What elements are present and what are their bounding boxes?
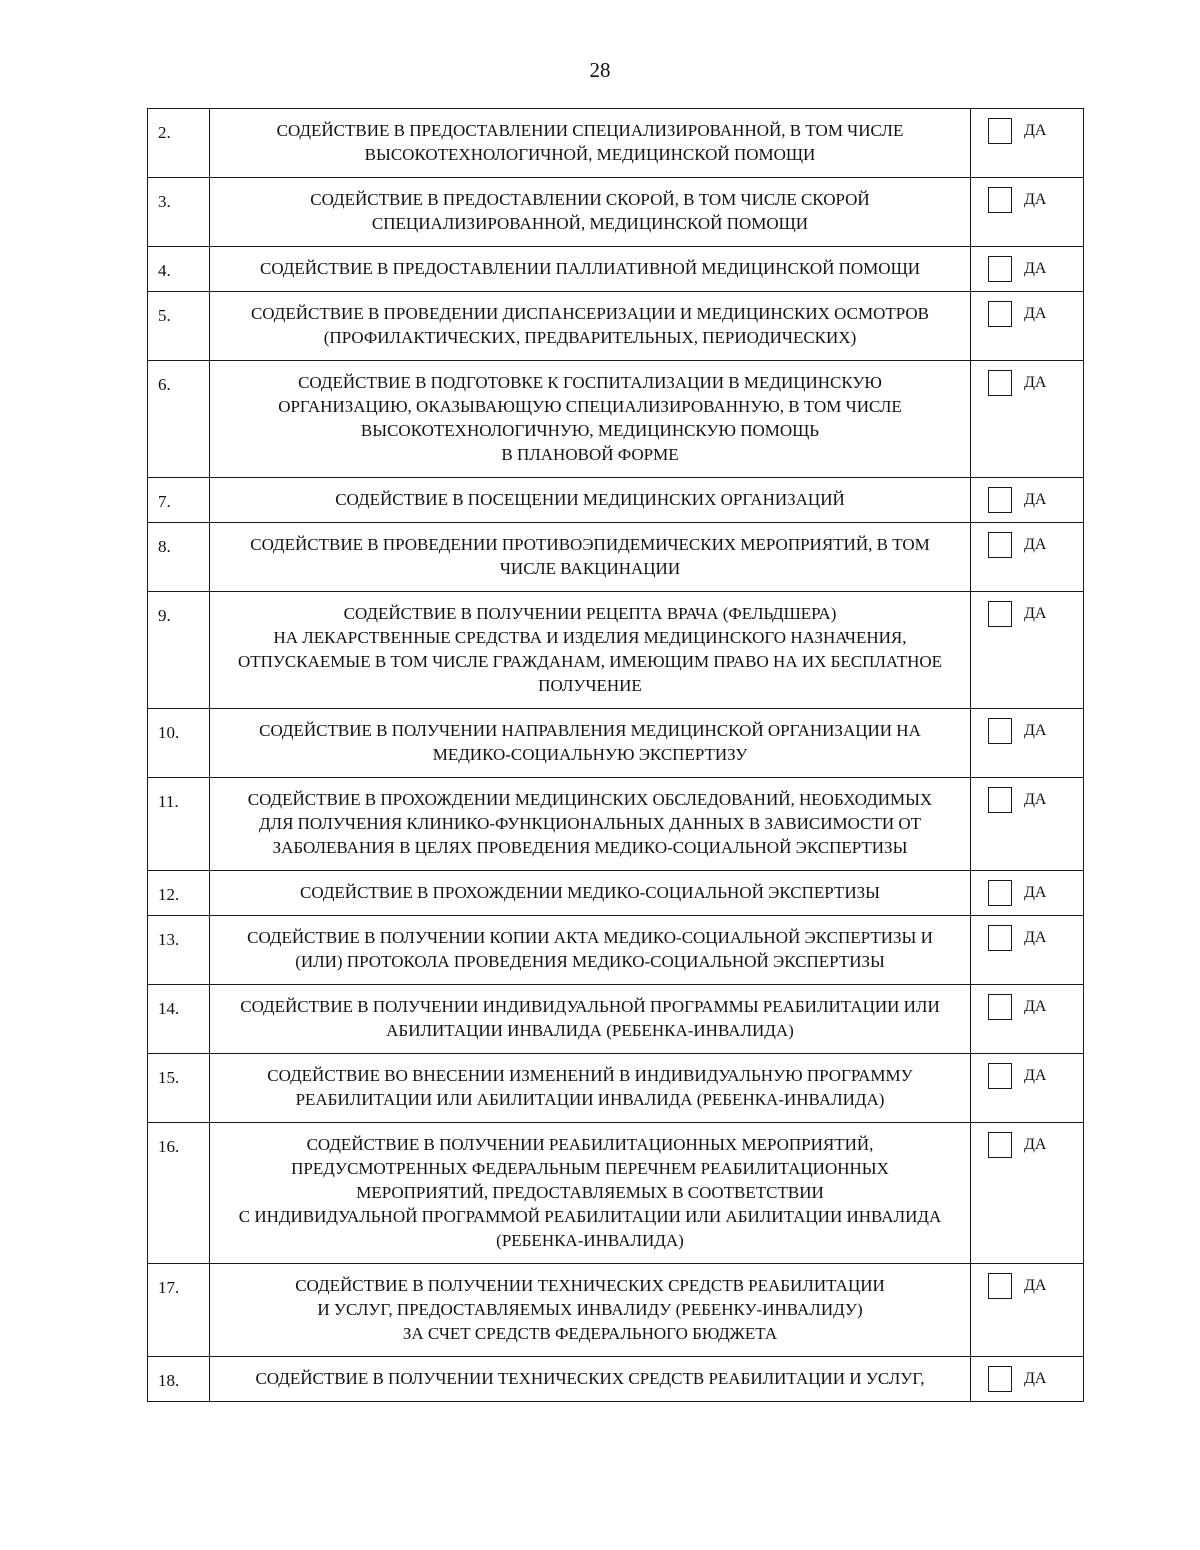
row-number: 3.	[148, 178, 210, 247]
yes-label: ДА	[1024, 1136, 1047, 1153]
answer-cell	[971, 709, 1084, 778]
row-number: 9.	[148, 592, 210, 709]
page-number: 28	[589, 58, 611, 82]
yes-label: ДА	[1024, 1067, 1047, 1084]
yes-checkbox[interactable]	[988, 601, 1012, 627]
yes-label: ДА	[1024, 491, 1047, 508]
description-line: СОДЕЙСТВИЕ В ПРЕДОСТАВЛЕНИИ СКОРОЙ, В ТОМ ЧИСЛЕ СКОРОЙ	[310, 190, 870, 209]
answer-cell	[971, 1264, 1084, 1357]
answer-cell	[971, 871, 1084, 916]
row-number: 6.	[148, 361, 210, 478]
description-line: СОДЕЙСТВИЕ В ПОЛУЧЕНИИ ТЕХНИЧЕСКИХ СРЕДСТВ РЕАБИЛИТАЦИИ И УСЛУГ,	[255, 1369, 925, 1388]
yes-option	[988, 1273, 1083, 1299]
answer-cell	[971, 247, 1084, 292]
row-number: 8.	[148, 523, 210, 592]
yes-checkbox[interactable]	[988, 487, 1012, 513]
answer-cell	[971, 985, 1084, 1054]
row-number: 4.	[148, 247, 210, 292]
yes-option	[988, 1366, 1083, 1392]
yes-checkbox[interactable]	[988, 718, 1012, 744]
yes-checkbox[interactable]	[988, 880, 1012, 906]
yes-label: ДА	[1024, 305, 1047, 322]
yes-option	[988, 787, 1083, 813]
yes-checkbox[interactable]	[988, 1132, 1012, 1158]
service-description	[210, 478, 971, 523]
description-line: ЧИСЛЕ ВАКЦИНАЦИИ	[499, 559, 681, 578]
service-description	[210, 985, 971, 1054]
yes-option	[988, 925, 1083, 951]
service-description	[210, 1123, 971, 1264]
table-row	[148, 478, 1084, 523]
description-line: СОДЕЙСТВИЕ В ПРОХОЖДЕНИИ МЕДИЦИНСКИХ ОБСЛЕДОВАНИЙ, НЕОБХОДИМЫХ	[247, 790, 933, 809]
yes-option	[988, 1132, 1083, 1158]
table-row	[148, 523, 1084, 592]
table-row	[148, 361, 1084, 478]
description-line: СОДЕЙСТВИЕ В ПРЕДОСТАВЛЕНИИ СПЕЦИАЛИЗИРОВАННОЙ, В ТОМ ЧИСЛЕ	[276, 121, 904, 140]
description-line: РЕАБИЛИТАЦИИ ИЛИ АБИЛИТАЦИИ ИНВАЛИДА (РЕБЕНКА-ИНВАЛИДА)	[295, 1090, 885, 1109]
yes-checkbox[interactable]	[988, 187, 1012, 213]
description-line: АБИЛИТАЦИИ ИНВАЛИДА (РЕБЕНКА-ИНВАЛИДА)	[386, 1021, 794, 1040]
description-line: СОДЕЙСТВИЕ В ПРОВЕДЕНИИ ПРОТИВОЭПИДЕМИЧЕСКИХ МЕРОПРИЯТИЙ, В ТОМ	[250, 535, 930, 554]
description-line: ПРЕДУСМОТРЕННЫХ ФЕДЕРАЛЬНЫМ ПЕРЕЧНЕМ РЕАБИЛИТАЦИОННЫХ	[291, 1159, 889, 1178]
row-number: 14.	[148, 985, 210, 1054]
answer-cell	[971, 478, 1084, 523]
description-line: МЕДИКО-СОЦИАЛЬНУЮ ЭКСПЕРТИЗУ	[432, 745, 748, 764]
yes-checkbox[interactable]	[988, 787, 1012, 813]
description-line: СОДЕЙСТВИЕ ВО ВНЕСЕНИИ ИЗМЕНЕНИЙ В ИНДИВИДУАЛЬНУЮ ПРОГРАММУ	[267, 1066, 913, 1085]
yes-checkbox[interactable]	[988, 370, 1012, 396]
row-number: 10.	[148, 709, 210, 778]
description-line: МЕРОПРИЯТИЙ, ПРЕДОСТАВЛЯЕМЫХ В СООТВЕТСТВИИ	[356, 1183, 824, 1202]
yes-label: ДА	[1024, 1277, 1047, 1294]
answer-cell	[971, 292, 1084, 361]
answer-cell	[971, 1054, 1084, 1123]
description-line: (ИЛИ) ПРОТОКОЛА ПРОВЕДЕНИЯ МЕДИКО-СОЦИАЛЬНОЙ ЭКСПЕРТИЗЫ	[295, 952, 885, 971]
row-number: 15.	[148, 1054, 210, 1123]
answer-cell	[971, 778, 1084, 871]
yes-checkbox[interactable]	[988, 994, 1012, 1020]
answer-cell	[971, 178, 1084, 247]
yes-option	[988, 118, 1083, 144]
table-row	[148, 709, 1084, 778]
yes-label: ДА	[1024, 260, 1047, 277]
service-description	[210, 361, 971, 478]
yes-label: ДА	[1024, 884, 1047, 901]
description-line: СОДЕЙСТВИЕ В ПРЕДОСТАВЛЕНИИ ПАЛЛИАТИВНОЙ МЕДИЦИНСКОЙ ПОМОЩИ	[259, 259, 920, 278]
description-line: СОДЕЙСТВИЕ В ПОЛУЧЕНИИ ТЕХНИЧЕСКИХ СРЕДСТВ РЕАБИЛИТАЦИИ	[295, 1276, 885, 1295]
yes-option	[988, 1063, 1083, 1089]
yes-label: ДА	[1024, 122, 1047, 139]
table-row	[148, 916, 1084, 985]
yes-label: ДА	[1024, 929, 1047, 946]
service-description	[210, 109, 971, 178]
service-description	[210, 523, 971, 592]
yes-checkbox[interactable]	[988, 1273, 1012, 1299]
description-line: СОДЕЙСТВИЕ В ПОЛУЧЕНИИ КОПИИ АКТА МЕДИКО-СОЦИАЛЬНОЙ ЭКСПЕРТИЗЫ И	[247, 928, 933, 947]
yes-option	[988, 718, 1083, 744]
yes-option	[988, 187, 1083, 213]
description-line: ОРГАНИЗАЦИЮ, ОКАЗЫВАЮЩУЮ СПЕЦИАЛИЗИРОВАННУЮ, В ТОМ ЧИСЛЕ	[278, 397, 902, 416]
description-line: ЗАБОЛЕВАНИЯ В ЦЕЛЯХ ПРОВЕДЕНИЯ МЕДИКО-СОЦИАЛЬНОЙ ЭКСПЕРТИЗЫ	[272, 838, 908, 857]
row-number: 17.	[148, 1264, 210, 1357]
description-line: СОДЕЙСТВИЕ В ПОЛУЧЕНИИ ИНДИВИДУАЛЬНОЙ ПРОГРАММЫ РЕАБИЛИТАЦИИ ИЛИ	[240, 997, 940, 1016]
description-line: СПЕЦИАЛИЗИРОВАННОЙ, МЕДИЦИНСКОЙ ПОМОЩИ	[371, 214, 809, 233]
table-row	[148, 871, 1084, 916]
answer-cell	[971, 592, 1084, 709]
table-row	[148, 1264, 1084, 1357]
row-number: 18.	[148, 1357, 210, 1402]
service-description	[210, 871, 971, 916]
service-description	[210, 292, 971, 361]
yes-checkbox[interactable]	[988, 925, 1012, 951]
yes-option	[988, 256, 1083, 282]
table-row	[148, 1123, 1084, 1264]
yes-checkbox[interactable]	[988, 532, 1012, 558]
yes-label: ДА	[1024, 722, 1047, 739]
description-line: И УСЛУГ, ПРЕДОСТАВЛЯЕМЫХ ИНВАЛИДУ (РЕБЕНКУ-ИНВАЛИДУ)	[317, 1300, 863, 1319]
row-number: 13.	[148, 916, 210, 985]
service-description	[210, 1054, 971, 1123]
table-row	[148, 292, 1084, 361]
table-row	[148, 1054, 1084, 1123]
table-row	[148, 178, 1084, 247]
description-line: СОДЕЙСТВИЕ В ПОСЕЩЕНИИ МЕДИЦИНСКИХ ОРГАНИЗАЦИЙ	[335, 490, 845, 509]
table-body	[148, 109, 1084, 1402]
yes-label: ДА	[1024, 374, 1047, 391]
table-row	[148, 1357, 1084, 1402]
service-description	[210, 178, 971, 247]
description-line: СОДЕЙСТВИЕ В ПРОХОЖДЕНИИ МЕДИКО-СОЦИАЛЬНОЙ ЭКСПЕРТИЗЫ	[300, 883, 880, 902]
table-row	[148, 985, 1084, 1054]
yes-checkbox[interactable]	[988, 301, 1012, 327]
table-row	[148, 247, 1084, 292]
yes-option	[988, 370, 1083, 396]
answer-cell	[971, 523, 1084, 592]
yes-label: ДА	[1024, 605, 1047, 622]
description-line: СОДЕЙСТВИЕ В ПОДГОТОВКЕ К ГОСПИТАЛИЗАЦИИ В МЕДИЦИНСКУЮ	[298, 373, 882, 392]
description-line: НА ЛЕКАРСТВЕННЫЕ СРЕДСТВА И ИЗДЕЛИЯ МЕДИЦИНСКОГО НАЗНАЧЕНИЯ,	[273, 628, 907, 647]
row-number: 5.	[148, 292, 210, 361]
row-number: 16.	[148, 1123, 210, 1264]
yes-label: ДА	[1024, 1370, 1047, 1387]
answer-cell	[971, 1123, 1084, 1264]
description-line: СОДЕЙСТВИЕ В ПОЛУЧЕНИИ РЕЦЕПТА ВРАЧА (ФЕЛЬДШЕРА)	[343, 604, 837, 623]
description-line: ЗА СЧЕТ СРЕДСТВ ФЕДЕРАЛЬНОГО БЮДЖЕТА	[402, 1324, 778, 1343]
answer-cell	[971, 109, 1084, 178]
yes-checkbox[interactable]	[988, 1063, 1012, 1089]
answer-cell	[971, 916, 1084, 985]
description-line: ВЫСОКОТЕХНОЛОГИЧНОЙ, МЕДИЦИНСКОЙ ПОМОЩИ	[364, 145, 816, 164]
description-line: (ПРОФИЛАКТИЧЕСКИХ, ПРЕДВАРИТЕЛЬНЫХ, ПЕРИОДИЧЕСКИХ)	[323, 328, 857, 347]
services-table	[147, 108, 1084, 1402]
description-line: ПОЛУЧЕНИЕ	[538, 676, 642, 695]
yes-option	[988, 994, 1083, 1020]
yes-checkbox[interactable]	[988, 118, 1012, 144]
table-row	[148, 778, 1084, 871]
description-line: ВЫСОКОТЕХНОЛОГИЧНУЮ, МЕДИЦИНСКУЮ ПОМОЩЬ	[360, 421, 820, 440]
description-line: С ИНДИВИДУАЛЬНОЙ ПРОГРАММОЙ РЕАБИЛИТАЦИИ ИЛИ АБИЛИТАЦИИ ИНВАЛИДА	[238, 1207, 942, 1226]
service-description	[210, 1264, 971, 1357]
description-line: (РЕБЕНКА-ИНВАЛИДА)	[496, 1231, 684, 1250]
description-line: СОДЕЙСТВИЕ В ПОЛУЧЕНИИ РЕАБИЛИТАЦИОННЫХ МЕРОПРИЯТИЙ,	[306, 1135, 874, 1154]
service-description	[210, 709, 971, 778]
yes-option	[988, 880, 1083, 906]
yes-option	[988, 487, 1083, 513]
row-number: 12.	[148, 871, 210, 916]
service-description	[210, 1357, 971, 1402]
yes-label: ДА	[1024, 191, 1047, 208]
yes-label: ДА	[1024, 536, 1047, 553]
yes-option	[988, 301, 1083, 327]
answer-cell	[971, 1357, 1084, 1402]
service-description	[210, 592, 971, 709]
yes-checkbox[interactable]	[988, 1366, 1012, 1392]
description-line: СОДЕЙСТВИЕ В ПРОВЕДЕНИИ ДИСПАНСЕРИЗАЦИИ И МЕДИЦИНСКИХ ОСМОТРОВ	[250, 304, 930, 323]
service-description	[210, 916, 971, 985]
description-line: ОТПУСКАЕМЫЕ В ТОМ ЧИСЛЕ ГРАЖДАНАМ, ИМЕЮЩИМ ПРАВО НА ИХ БЕСПЛАТНОЕ	[237, 652, 943, 671]
service-description	[210, 778, 971, 871]
yes-checkbox[interactable]	[988, 256, 1012, 282]
yes-label: ДА	[1024, 998, 1047, 1015]
row-number: 11.	[148, 778, 210, 871]
description-line: ДЛЯ ПОЛУЧЕНИЯ КЛИНИКО-ФУНКЦИОНАЛЬНЫХ ДАННЫХ В ЗАВИСИМОСТИ ОТ	[258, 814, 922, 833]
description-line: СОДЕЙСТВИЕ В ПОЛУЧЕНИИ НАПРАВЛЕНИЯ МЕДИЦИНСКОЙ ОРГАНИЗАЦИИ НА	[259, 721, 921, 740]
row-number: 7.	[148, 478, 210, 523]
yes-option	[988, 601, 1083, 627]
table-row	[148, 109, 1084, 178]
service-description	[210, 247, 971, 292]
answer-cell	[971, 361, 1084, 478]
yes-label: ДА	[1024, 791, 1047, 808]
table-row	[148, 592, 1084, 709]
yes-option	[988, 532, 1083, 558]
row-number: 2.	[148, 109, 210, 178]
description-line: В ПЛАНОВОЙ ФОРМЕ	[501, 445, 679, 464]
